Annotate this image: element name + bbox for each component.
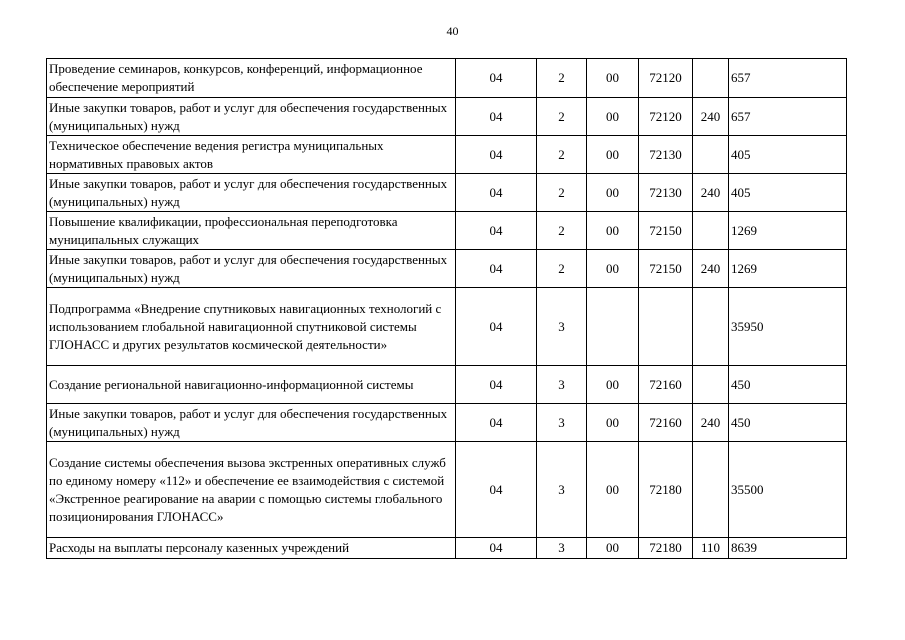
section-code-cell: 04 bbox=[456, 250, 537, 288]
direction-code-cell: 72150 bbox=[639, 250, 693, 288]
subprogram-code-cell: 00 bbox=[587, 136, 639, 174]
table-row bbox=[47, 366, 847, 404]
table-row bbox=[47, 404, 847, 442]
subprogram-code-cell bbox=[587, 288, 639, 366]
expense-name-cell: Техническое обеспечение ведения регистра муниципальных нормативных правовых актов bbox=[47, 136, 456, 174]
subprogram-code-cell: 00 bbox=[587, 538, 639, 559]
amount-cell: 450 bbox=[729, 366, 847, 404]
amount-cell: 405 bbox=[729, 174, 847, 212]
subprogram-code-cell: 00 bbox=[587, 442, 639, 538]
direction-code-cell: 72130 bbox=[639, 174, 693, 212]
expense-type-cell bbox=[693, 442, 729, 538]
budget-table bbox=[46, 58, 847, 559]
table-body bbox=[47, 59, 847, 559]
expense-name-cell: Создание региональной навигационно-информационной системы bbox=[47, 366, 456, 404]
program-code-cell: 3 bbox=[537, 288, 587, 366]
section-code-cell: 04 bbox=[456, 366, 537, 404]
expense-type-cell: 240 bbox=[693, 404, 729, 442]
expense-type-cell: 110 bbox=[693, 538, 729, 559]
expense-name-cell: Создание системы обеспечения вызова экстренных оперативных служб по единому номеру «112» и обеспечение ее взаимодействия с системой «Экстренное реагирование на аварии с помощью системы глобального позиционирования ГЛОНАСС» bbox=[47, 442, 456, 538]
expense-name-cell: Иные закупки товаров, работ и услуг для обеспечения государственных (муниципальных) нужд bbox=[47, 174, 456, 212]
direction-code-cell: 72120 bbox=[639, 98, 693, 136]
program-code-cell: 3 bbox=[537, 538, 587, 559]
table-row bbox=[47, 59, 847, 98]
program-code-cell: 3 bbox=[537, 404, 587, 442]
expense-name-cell: Проведение семинаров, конкурсов, конференций, информационное обеспечение мероприятий bbox=[47, 59, 456, 98]
table-row bbox=[47, 136, 847, 174]
program-code-cell: 2 bbox=[537, 250, 587, 288]
table-row bbox=[47, 288, 847, 366]
subprogram-code-cell: 00 bbox=[587, 366, 639, 404]
table-row bbox=[47, 538, 847, 559]
subprogram-code-cell: 00 bbox=[587, 59, 639, 98]
subprogram-code-cell: 00 bbox=[587, 212, 639, 250]
program-code-cell: 2 bbox=[537, 212, 587, 250]
direction-code-cell: 72160 bbox=[639, 366, 693, 404]
program-code-cell: 2 bbox=[537, 136, 587, 174]
amount-cell: 405 bbox=[729, 136, 847, 174]
amount-cell: 1269 bbox=[729, 212, 847, 250]
section-code-cell: 04 bbox=[456, 404, 537, 442]
program-code-cell: 3 bbox=[537, 366, 587, 404]
direction-code-cell: 72180 bbox=[639, 538, 693, 559]
expense-name-cell: Подпрограмма «Внедрение спутниковых навигационных технологий с использованием глобальной навигационной спутниковой системы ГЛОНАСС и других результатов космической деятельности» bbox=[47, 288, 456, 366]
expense-type-cell bbox=[693, 212, 729, 250]
page-number: 40 bbox=[446, 24, 459, 38]
expense-type-cell bbox=[693, 288, 729, 366]
expense-name-cell: Иные закупки товаров, работ и услуг для обеспечения государственных (муниципальных) нужд bbox=[47, 250, 456, 288]
expense-type-cell: 240 bbox=[693, 250, 729, 288]
amount-cell: 450 bbox=[729, 404, 847, 442]
amount-cell: 35950 bbox=[729, 288, 847, 366]
expense-name-cell: Расходы на выплаты персоналу казенных учреждений bbox=[47, 538, 456, 559]
section-code-cell: 04 bbox=[456, 288, 537, 366]
subprogram-code-cell: 00 bbox=[587, 250, 639, 288]
expense-name-cell: Иные закупки товаров, работ и услуг для обеспечения государственных (муниципальных) нужд bbox=[47, 98, 456, 136]
table-row bbox=[47, 212, 847, 250]
expense-type-cell bbox=[693, 136, 729, 174]
section-code-cell: 04 bbox=[456, 174, 537, 212]
section-code-cell: 04 bbox=[456, 212, 537, 250]
program-code-cell: 2 bbox=[537, 174, 587, 212]
table-row bbox=[47, 442, 847, 538]
table-row bbox=[47, 98, 847, 136]
subprogram-code-cell: 00 bbox=[587, 174, 639, 212]
section-code-cell: 04 bbox=[456, 98, 537, 136]
expense-name-cell: Иные закупки товаров, работ и услуг для обеспечения государственных (муниципальных) нужд bbox=[47, 404, 456, 442]
expense-type-cell: 240 bbox=[693, 174, 729, 212]
direction-code-cell: 72120 bbox=[639, 59, 693, 98]
amount-cell: 8639 bbox=[729, 538, 847, 559]
expense-name-cell: Повышение квалификации, профессиональная переподготовка муниципальных служащих bbox=[47, 212, 456, 250]
section-code-cell: 04 bbox=[456, 136, 537, 174]
amount-cell: 1269 bbox=[729, 250, 847, 288]
section-code-cell: 04 bbox=[456, 442, 537, 538]
amount-cell: 657 bbox=[729, 98, 847, 136]
program-code-cell: 2 bbox=[537, 98, 587, 136]
table-row bbox=[47, 250, 847, 288]
table-row bbox=[47, 174, 847, 212]
direction-code-cell bbox=[639, 288, 693, 366]
section-code-cell: 04 bbox=[456, 59, 537, 98]
amount-cell: 657 bbox=[729, 59, 847, 98]
direction-code-cell: 72180 bbox=[639, 442, 693, 538]
section-code-cell: 04 bbox=[456, 538, 537, 559]
subprogram-code-cell: 00 bbox=[587, 98, 639, 136]
program-code-cell: 2 bbox=[537, 59, 587, 98]
program-code-cell: 3 bbox=[537, 442, 587, 538]
subprogram-code-cell: 00 bbox=[587, 404, 639, 442]
expense-type-cell: 240 bbox=[693, 98, 729, 136]
direction-code-cell: 72150 bbox=[639, 212, 693, 250]
expense-type-cell bbox=[693, 59, 729, 98]
direction-code-cell: 72160 bbox=[639, 404, 693, 442]
direction-code-cell: 72130 bbox=[639, 136, 693, 174]
amount-cell: 35500 bbox=[729, 442, 847, 538]
expense-type-cell bbox=[693, 366, 729, 404]
